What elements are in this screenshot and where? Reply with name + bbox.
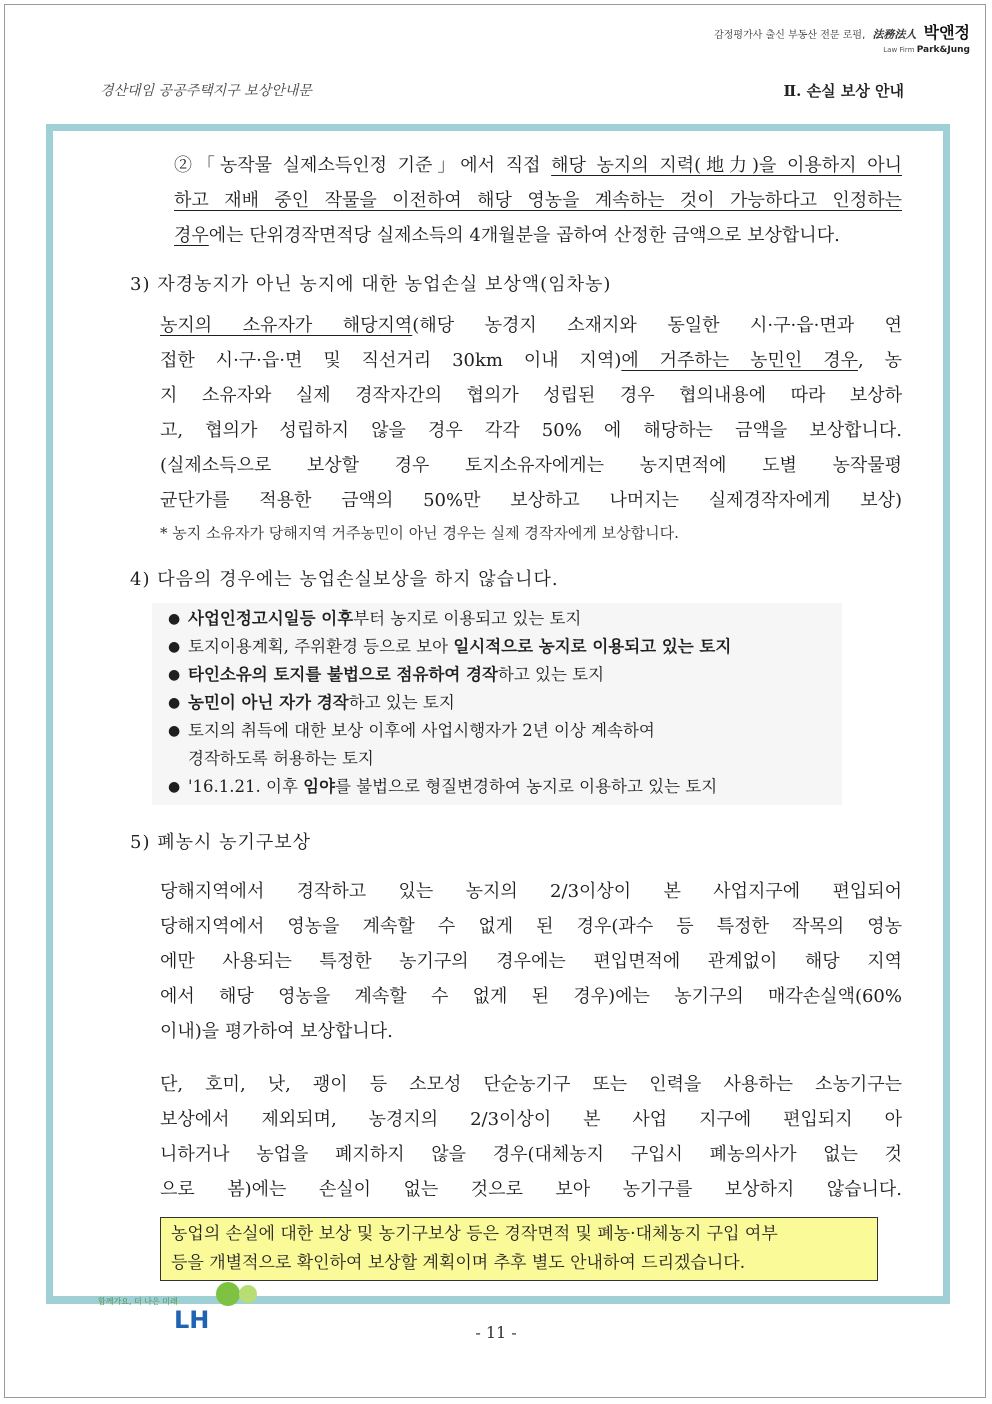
list-item: ● 토지이용계획, 주위환경 등으로 보아 일시적으로 농지로 이용되고 있는 토지 [160,633,834,661]
bullet-icon: ● [168,695,181,711]
exclusion-list [152,603,842,805]
firm-hanja: 法務法人 [872,28,917,41]
bullet-icon: ● [168,611,181,627]
notice-line: 등을 개별적으로 확인하여 보상할 계획이며 추후 별도 안내하여 드리겠습니다. [171,1253,746,1273]
page-number: - 11 - [475,1323,517,1342]
section-3-note: * 농지 소유자가 당해지역 거주농민이 아닌 경우는 실제 경작자에게 보상합니다. [160,524,679,542]
list-item: ● 사업인정고시일등 이후부터 농지로 이용되고 있는 토지 [160,605,834,633]
main-content [130,148,902,1281]
para2-underlined: 해당 농지의 지력(地力)을 이용하지 아니 [551,155,902,176]
law-firm-header [714,20,970,55]
sec3-underlined: 농지의 소유자가 해당지역 [160,315,413,336]
bullet-icon: ● [168,723,181,739]
list-item: ● 농민이 아닌 자가 경작하고 있는 토지 [160,689,834,717]
section-5-paragraph-1: 당해지역에서 경작하고 있는 농지의 2/3이상이 본 사업지구에 편입되어 당해지역에서 영농을 계속할 수 없게 된 경우(과수 등 특정한 작목의 영농 에만 사용되는 특정한 농기구의 경우에는 편입면적에 관계없이 해당 지역 에서 해당 영농을 계속할 수 없게 된 경우)에는 농기구의 매각손실액(60% 이내)을 평가하여 보상합니다. [160,881,902,1042]
list-item: ● 타인소유의 토지를 불법으로 점유하여 경작하고 있는 토지 [160,661,834,689]
firm-sub-prefix: Law Firm [883,46,915,54]
lh-logo-circle [216,1282,240,1306]
sec3-line: (실제소득으로 보상할 경우 토지소유자에게는 농지면적에 도별 농작물평 [160,455,902,476]
sec3-text: (해당 농경지 소재지와 동일한 시·구·읍·면과 연 [412,315,903,336]
notice-box [160,1217,878,1281]
notice-line: 농업의 손실에 대한 보상 및 농기구보상 등은 경작면적 및 폐농·대체농지 구입 여부 [171,1224,778,1244]
lh-slogan: 함께가요, 더 나은 미래 [98,1297,178,1306]
firm-sub-name: Park&Jung [916,45,970,55]
section-3-heading: 3) 자경농지가 아닌 농지에 대한 농업손실 보상액(임차농) [130,274,612,295]
section-3-body [130,308,902,518]
sec3-line: 고, 협의가 성립하지 않을 경우 각각 50% 에 해당하는 금액을 보상합니다. [160,420,902,441]
bullet-icon: ● [168,639,181,655]
document-title: 경산대임 공공주택지구 보상안내문 [100,83,312,99]
bullet-icon: ● [168,667,181,683]
para2-line3: 에는 단위경작면적당 실제소득의 4개월분을 곱하여 산정한 금액으로 보상합니다. [208,225,840,246]
sec3-line: 지 소유자와 실제 경작자간의 협의가 성립된 경우 협의내용에 따라 보상하 [160,385,902,406]
bullet-icon: ● [168,779,181,795]
sec3-line: 균단가를 적용한 금액의 50%만 보상하고 나머지는 실제경작자에게 보상) [160,490,902,511]
sec3-text: , 농 [857,350,903,371]
paragraph-2 [130,148,902,253]
para2-text: ②「농작물 실제소득인정 기준」에서 직접 [174,155,552,176]
lh-logo-text: LH [174,1306,210,1334]
sec3-underlined: 에 거주하는 농민인 경우 [621,350,858,371]
section-5-paragraph-2: 단, 호미, 낫, 괭이 등 소모성 단순농기구 또는 인력을 사용하는 소농기구는 보상에서 제외되며, 농경지의 2/3이상이 본 사업 지구에 편입되지 아 니하거나 농업을 폐지하지 않을 경우(대체농지 구입시 폐농의사가 없는 것 으로 봄)에는 손실이 없는 것으로 보아 농기구를 보상하지 않습니다. [160,1074,902,1200]
firm-name: 박앤정 [923,23,970,42]
firm-tagline: 감정평가사 출신 부동산 전문 로펌, [714,30,866,41]
section-title: Ⅱ. 손실 보상 안내 [783,82,904,100]
para2-underlined-end: 경우 [174,225,209,246]
lh-logo-circle [239,1285,257,1303]
para2-line2: 하고 재배 중인 작물을 이전하여 해당 영농을 계속하는 것이 가능하다고 인정하는 [174,190,902,211]
section-5-heading: 5) 폐농시 농기구보상 [130,832,312,853]
sec3-text: 접한 시·구·읍·면 및 직선거리 30km 이내 지역) [160,350,622,371]
list-item: ● '16.1.21. 이후 임야를 불법으로 형질변경하여 농지로 이용하고 있는 토지 [160,773,834,801]
section-4-heading: 4) 다음의 경우에는 농업손실보상을 하지 않습니다. [130,569,559,590]
list-item: ● 토지의 취득에 대한 보상 이후에 사업시행자가 2년 이상 계속하여 경작하도록 허용하는 토지 [160,717,834,773]
